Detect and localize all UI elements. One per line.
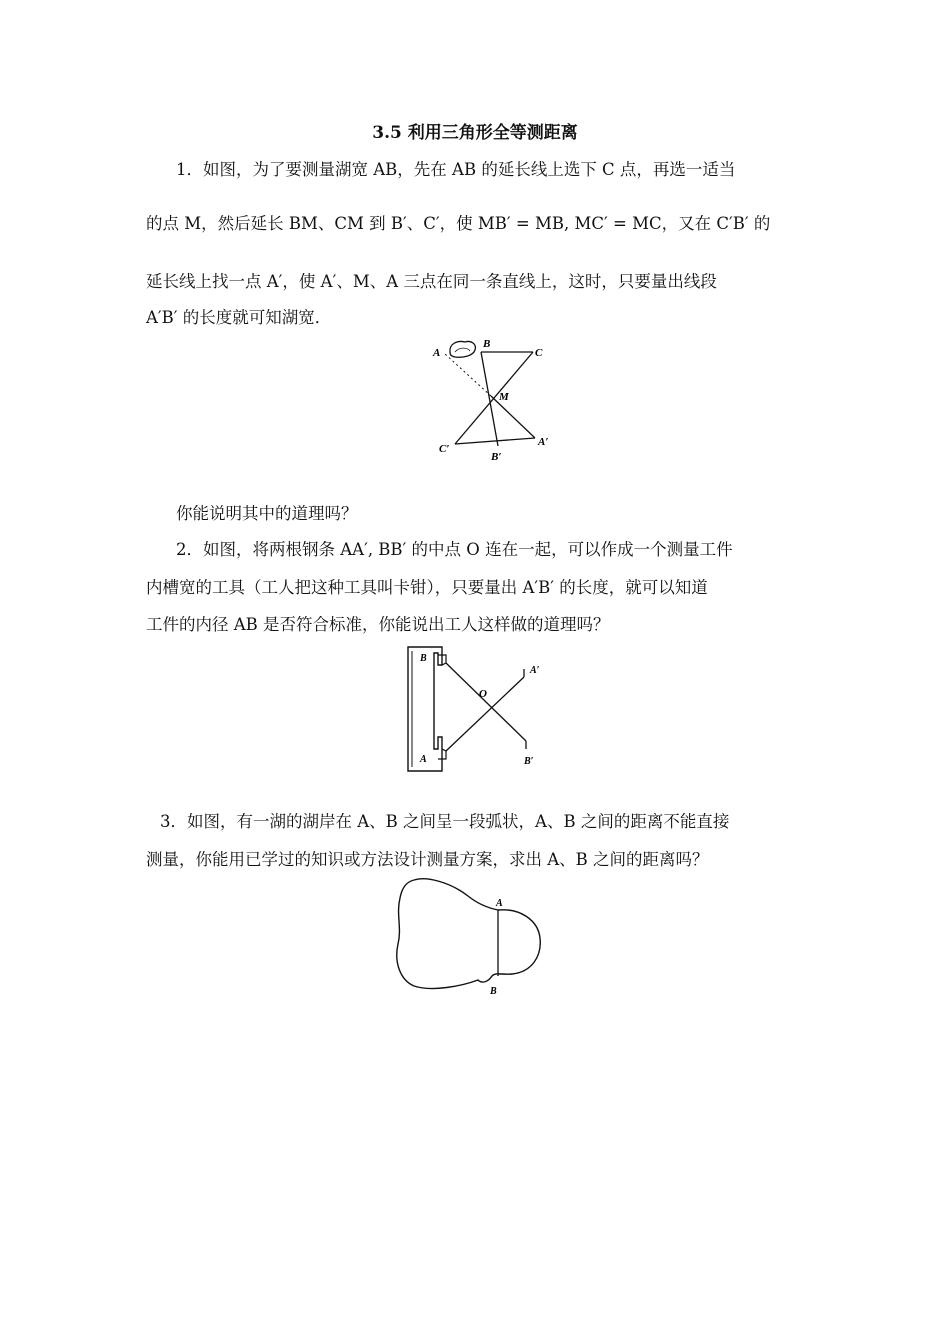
q1-followup: 你能说明其中的道理吗？ [176,504,358,523]
label-A-prime: A′ [538,436,549,448]
q2-line-1: 2．如图，将两根钢条 AA′, BB′ 的中点 O 连在一起，可以作成一个测量工件 [176,540,733,559]
label-B-prime: B′ [524,756,534,767]
q1-line-1: 1．如图，为了要测量湖宽 AB，先在 AB 的延长线上选下 C 点，再选一适当 [176,160,736,179]
label-B-prime: B′ [491,451,502,463]
figure-lake-arc [392,874,552,1002]
label-A: A [496,898,503,909]
label-B: B [483,338,491,350]
workpiece [408,647,442,771]
label-A: A [433,347,441,359]
page-title: 3.5 利用三角形全等测距离 [372,123,578,143]
label-C: C [535,347,543,359]
figure-lake-triangles [425,330,560,465]
label-A-prime: A′ [530,665,540,676]
q1-line-4: A′B′ 的长度就可知湖宽． [146,308,332,327]
q1-line-3: 延长线上找一点 A′，使 A′、M、A 三点在同一条直线上，这时，只要量出线段 [146,272,717,291]
label-O: O [479,688,487,700]
label-C-prime: C′ [439,443,450,455]
label-B: B [490,986,497,997]
figure-caliper [402,643,552,775]
q3-line-1: 3．如图，有一湖的湖岸在 A、B 之间呈一段弧状，A、B 之间的距离不能直接 [160,812,730,831]
lake-shape [450,341,475,357]
q1-line-2: 的点 M，然后延长 BM、CM 到 B′、C′，使 MB′ = MB, MC′ = MC，又在 C′B′ 的 [146,214,771,233]
label-A: A [420,754,427,765]
label-B: B [420,653,427,664]
q2-line-2: 内槽宽的工具（工人把这种工具叫卡钳），只要量出 A′B′ 的长度，就可以知道 [146,578,708,597]
lake-outline [397,879,540,989]
q3-line-2: 测量，你能用已学过的知识或方法设计测量方案，求出 A、B 之间的距离吗？ [146,850,709,869]
q2-line-3: 工件的内径 AB 是否符合标准，你能说出工人这样做的道理吗？ [146,615,610,634]
label-M: M [499,391,509,403]
